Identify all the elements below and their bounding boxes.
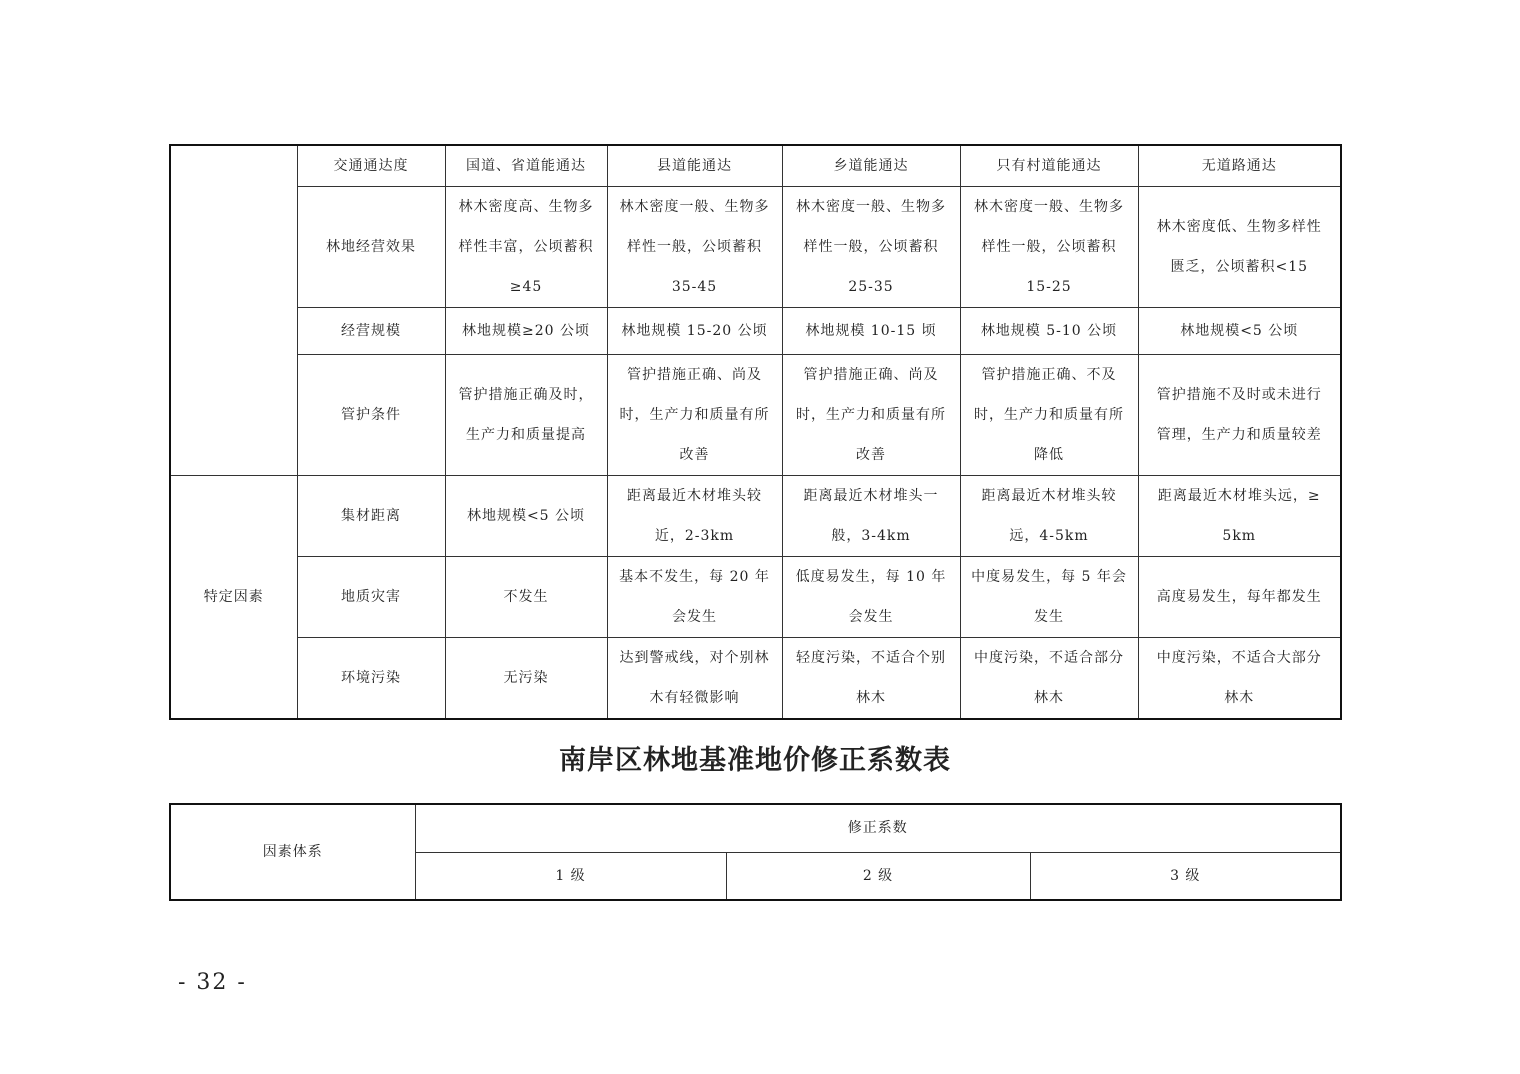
value-cell: 距离最近木材堆头较 近，2-3km [607, 476, 782, 557]
value-cell: 达到警戒线，对个别林 木有轻微影响 [607, 638, 782, 720]
value-cell: 高度易发生，每年都发生 [1138, 557, 1341, 638]
factor-cell: 集材距离 [297, 476, 445, 557]
value-cell: 无道路通达 [1138, 145, 1341, 187]
value-cell: 林地规模 10-15 顷 [782, 308, 960, 355]
value-cell: 中度易发生，每 5 年会 发生 [960, 557, 1138, 638]
value-cell: 基本不发生，每 20 年 会发生 [607, 557, 782, 638]
value-cell: 距离最近木材堆头远，≥ 5km [1138, 476, 1341, 557]
factor-system-header: 因素体系 [170, 804, 415, 900]
value-cell: 国道、省道能通达 [445, 145, 607, 187]
value-cell: 中度污染，不适合部分 林木 [960, 638, 1138, 720]
table-row [170, 804, 1341, 852]
level-header: 3 级 [1030, 852, 1341, 900]
value-cell: 管护措施正确、尚及 时，生产力和质量有所 改善 [782, 355, 960, 476]
table-row [170, 145, 1341, 187]
value-cell: 林木密度高、生物多 样性丰富，公顷蓄积 ≥45 [445, 187, 607, 308]
value-cell: 林木密度一般、生物多 样性一般，公顷蓄积 15-25 [960, 187, 1138, 308]
factor-cell: 环境污染 [297, 638, 445, 720]
value-cell: 林地规模 15-20 公顷 [607, 308, 782, 355]
factor-cell: 交通通达度 [297, 145, 445, 187]
coefficient-header: 修正系数 [415, 804, 1341, 852]
value-cell: 林木密度一般、生物多 样性一般，公顷蓄积 25-35 [782, 187, 960, 308]
table-row [170, 187, 1341, 308]
value-cell: 距离最近木材堆头较 远，4-5km [960, 476, 1138, 557]
table-row [170, 355, 1341, 476]
value-cell: 中度污染，不适合大部分 林木 [1138, 638, 1341, 720]
table-title: 南岸区林地基准地价修正系数表 [559, 745, 951, 776]
value-cell: 林木密度一般、生物多 样性一般，公顷蓄积 35-45 [607, 187, 782, 308]
value-cell: 不发生 [445, 557, 607, 638]
table-row [170, 638, 1341, 720]
group-cell-specific: 特定因素 [170, 476, 297, 720]
value-cell: 管护措施正确、不及 时，生产力和质量有所 降低 [960, 355, 1138, 476]
value-cell: 管护措施正确及时， 生产力和质量提高 [445, 355, 607, 476]
factor-cell: 经营规模 [297, 308, 445, 355]
value-cell: 林地规模≥20 公顷 [445, 308, 607, 355]
value-cell: 林地规模 5-10 公顷 [960, 308, 1138, 355]
value-cell: 管护措施正确、尚及 时，生产力和质量有所 改善 [607, 355, 782, 476]
value-cell: 县道能通达 [607, 145, 782, 187]
group-cell-empty [170, 145, 297, 476]
table-row [170, 557, 1341, 638]
value-cell: 林木密度低、生物多样性 匮乏，公顷蓄积<15 [1138, 187, 1341, 308]
factor-cell: 地质灾害 [297, 557, 445, 638]
factor-cell: 林地经营效果 [297, 187, 445, 308]
level-header: 2 级 [726, 852, 1030, 900]
value-cell: 无污染 [445, 638, 607, 720]
value-cell: 只有村道能通达 [960, 145, 1138, 187]
level-header: 1 级 [415, 852, 726, 900]
coefficient-table [169, 803, 1342, 901]
value-cell: 乡道能通达 [782, 145, 960, 187]
table-row [170, 476, 1341, 557]
factor-cell: 管护条件 [297, 355, 445, 476]
factor-table [169, 144, 1342, 720]
value-cell: 距离最近木材堆头一 般，3-4km [782, 476, 960, 557]
value-cell: 林地规模<5 公顷 [445, 476, 607, 557]
value-cell: 林地规模<5 公顷 [1138, 308, 1341, 355]
value-cell: 管护措施不及时或未进行 管理，生产力和质量较差 [1138, 355, 1341, 476]
value-cell: 轻度污染，不适合个别 林木 [782, 638, 960, 720]
page-number: - 32 - [178, 970, 247, 995]
value-cell: 低度易发生，每 10 年 会发生 [782, 557, 960, 638]
table-row [170, 308, 1341, 355]
